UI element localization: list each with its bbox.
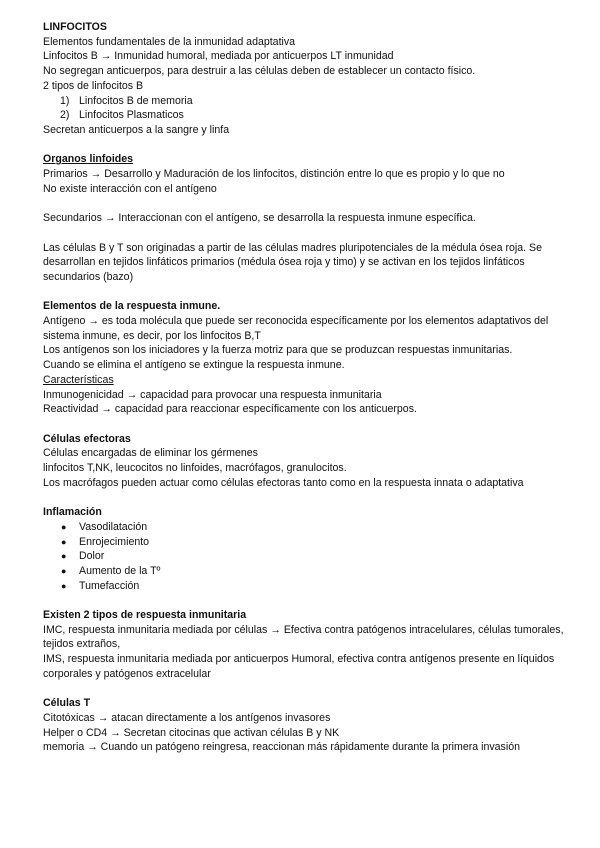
list-item <box>43 108 578 123</box>
list-item <box>43 535 578 550</box>
list-item-text: Linfocitos Plasmaticos <box>79 109 184 122</box>
heading-linfocitos: LINFOCITOS <box>43 21 107 33</box>
spacer <box>43 417 578 432</box>
document-page <box>43 20 578 755</box>
list-number: 2) <box>60 109 70 122</box>
list-item-text: Linfocitos B de memoria <box>79 94 193 107</box>
paragraph-line: No existe interacción con el antígeno <box>43 182 217 195</box>
paragraph-line: Reactividad → capacidad para reaccionar específicamente con los anticuerpos. <box>43 403 417 416</box>
list-item <box>43 579 578 594</box>
bullet-icon: ● <box>61 536 67 547</box>
list-item <box>43 520 578 535</box>
list-item <box>43 564 578 579</box>
bullet-icon: ● <box>61 580 67 591</box>
heading-elementos-respuesta: Elementos de la respuesta inmune. <box>43 300 221 313</box>
paragraph-line: Las células B y T son originadas a partir de las células madres pluripotenciales de la médula ósea roja. Se desarrollan en tejidos linfáticos primarios (médula ósea roja y timo) y se activan en los tejidos linfáticos secundarios (bazo) <box>43 241 542 283</box>
paragraph-line: Los macrófagos pueden actuar como células efectoras tanto como en la respuesta innata o adaptativa <box>43 476 524 489</box>
paragraph-line: Helper o CD4 → Secretan citocinas que activan células B y NK <box>43 726 340 739</box>
list-item-text: Aumento de la Tº <box>79 564 161 577</box>
list-item <box>43 549 578 564</box>
spacer <box>43 593 578 608</box>
list-item-text: Vasodilatación <box>79 520 148 533</box>
paragraph-line: Antígeno → es toda molécula que puede ser reconocida específicamente por los elementos adaptativos del sistema inmune, es decir, por los linfocitos B,T <box>43 315 549 342</box>
spacer <box>43 138 578 153</box>
spacer <box>43 285 578 300</box>
spacer <box>43 196 578 211</box>
spacer <box>43 226 578 241</box>
paragraph-line: No segregan anticuerpos, para destruir a las células deben de establecer un contacto físico. <box>43 65 476 78</box>
paragraph-line: IMC, respuesta inmunitaria mediada por células → Efectiva contra patógenos intracelulares, células tumorales, tejidos extraños, <box>43 623 564 651</box>
list-item <box>43 94 578 109</box>
heading-celulas-t: Células T <box>43 697 91 710</box>
paragraph-line: memoria → Cuando un patógeno reingresa, reaccionan más rápidamente durante la primera invasión <box>43 741 520 754</box>
spacer <box>43 490 578 505</box>
heading-organos-linfoides: Organos linfoides <box>43 153 134 166</box>
paragraph-line: Cuando se elimina el antígeno se extingue la respuesta inmune. <box>43 359 345 372</box>
heading-celulas-efectoras: Células efectoras <box>43 432 131 445</box>
list-number: 1) <box>60 94 70 107</box>
heading-tipos-respuesta: Existen 2 tipos de respuesta inmunitaria <box>43 609 247 622</box>
bullet-icon: ● <box>61 551 67 562</box>
bullet-icon: ● <box>61 521 67 532</box>
numbered-list <box>43 94 578 123</box>
subheading-caracteristicas: Características <box>43 373 114 386</box>
paragraph-line: Secundarios → Interaccionan con el antígeno, se desarrolla la respuesta inmune específica. <box>43 212 476 225</box>
paragraph-line: Citotóxicas → atacan directamente a los antígenos invasores <box>43 711 331 724</box>
spacer <box>43 682 578 697</box>
paragraph-line: Inmunogenicidad → capacidad para provocar una respuesta inmunitaria <box>43 388 382 401</box>
paragraph-line: Los antígenos son los iniciadores y la fuerza motriz para que se produzcan respuestas inmunitarias. <box>43 344 513 357</box>
paragraph-line: linfocitos T,NK, leucocitos no linfoides, macrófagos, granulocitos. <box>43 462 347 475</box>
paragraph-line: Células encargadas de eliminar los gérmenes <box>43 447 258 460</box>
list-item-text: Tumefacción <box>79 579 140 592</box>
paragraph-line: Primarios → Desarrollo y Maduración de los linfocitos, distinción entre lo que es propio y lo que no <box>43 168 505 181</box>
bullet-list <box>43 520 578 594</box>
list-item-text: Enrojecimiento <box>79 535 150 548</box>
paragraph-line: Elementos fundamentales de la inmunidad adaptativa <box>43 35 296 48</box>
bullet-icon: ● <box>61 565 67 576</box>
paragraph-line: Secretan anticuerpos a la sangre y linfa <box>43 123 230 136</box>
paragraph-line: IMS, respuesta inmunitaria mediada por anticuerpos Humoral, efectiva contra antígenos presente en líquidos corporales y patógenos extracelular <box>43 653 555 680</box>
paragraph-line: Linfocitos B → Inmunidad humoral, mediada por anticuerpos LT inmunidad <box>43 50 394 63</box>
heading-inflamacion: Inflamación <box>43 506 102 519</box>
list-item-text: Dolor <box>79 550 105 563</box>
paragraph-line: 2 tipos de linfocitos B <box>43 79 144 92</box>
